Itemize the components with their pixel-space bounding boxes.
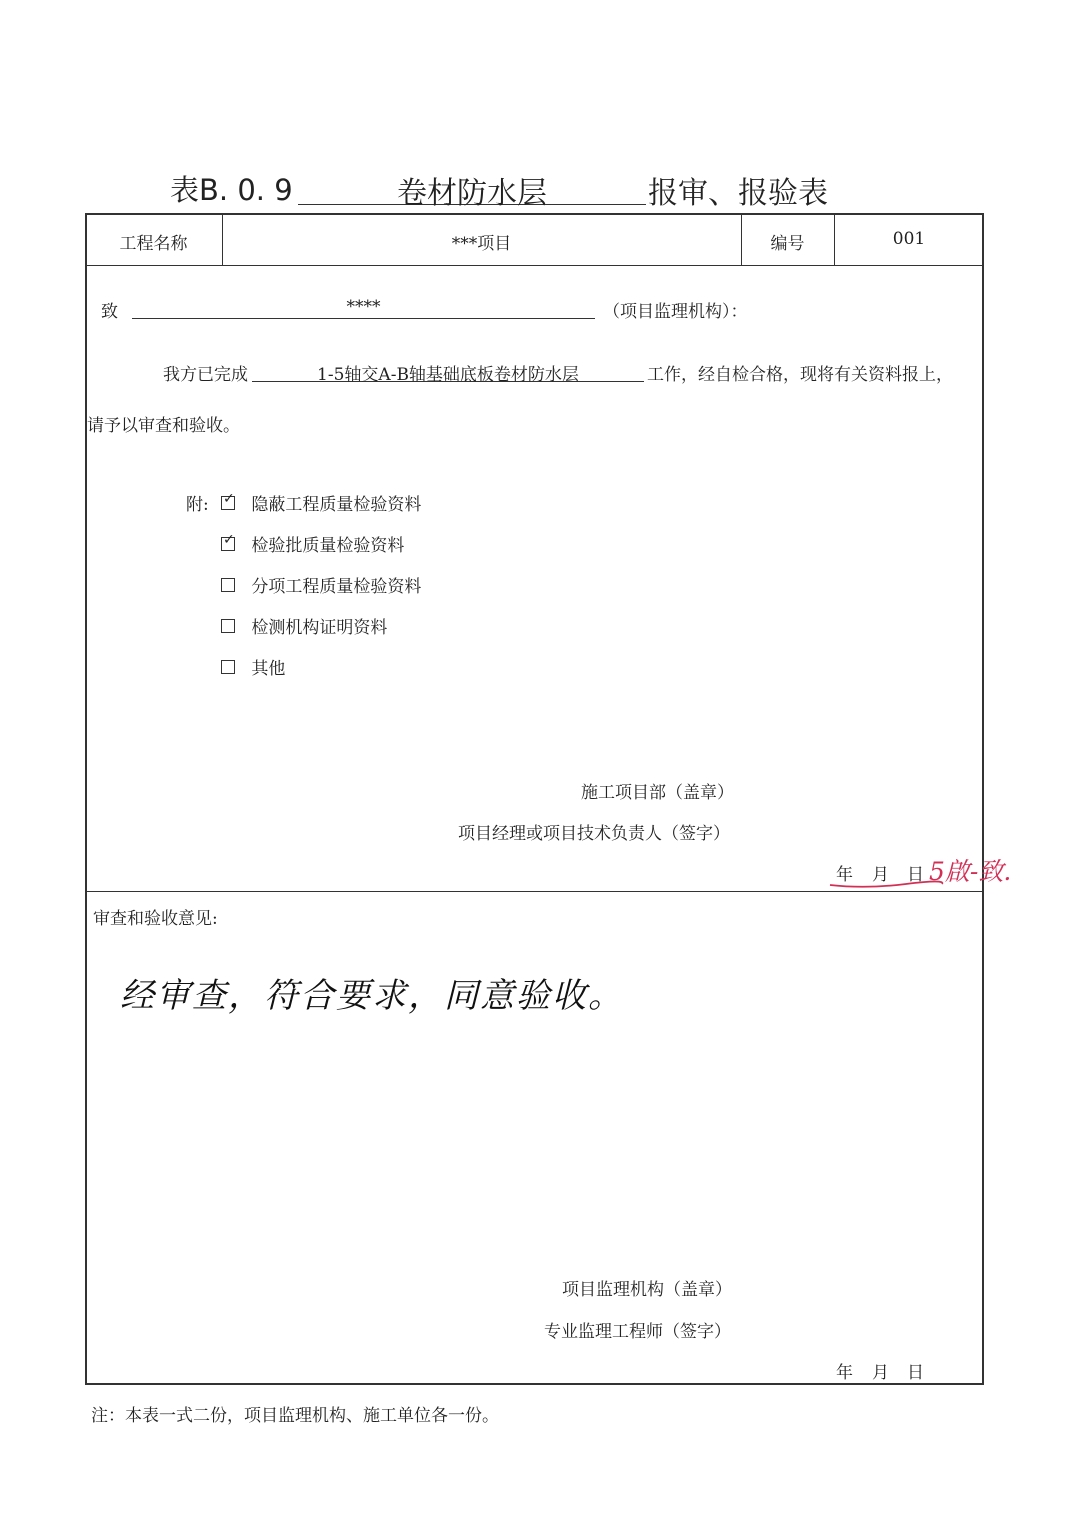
checkbox[interactable]	[221, 491, 235, 510]
attachment-label: 检测机构证明资料	[251, 618, 388, 638]
body-suffix: 工作，经自检合格，现将有关资料报上，	[647, 365, 953, 385]
header-divider	[85, 265, 984, 266]
review-date-year: 年	[836, 1363, 853, 1383]
check-mark-icon: ✓	[223, 532, 235, 548]
supervision-stamp-label: 项目监理机构（盖章）	[562, 1280, 732, 1300]
checkbox[interactable]	[221, 660, 235, 674]
attachment-item[interactable]	[221, 531, 404, 556]
engineer-signature-label: 专业监理工程师（签字）	[544, 1322, 731, 1342]
project-name-value: ***项目	[451, 234, 512, 254]
check-mark-icon: ✓	[223, 491, 235, 507]
project-name-label: 工程名称	[119, 234, 188, 254]
attachment-label: 分项工程质量检验资料	[251, 577, 422, 597]
checkbox[interactable]	[221, 578, 235, 592]
body-prefix: 我方已完成	[163, 365, 248, 385]
review-label: 审查和验收意见:	[93, 909, 218, 929]
to-suffix: （项目监理机构）：	[603, 302, 748, 322]
form-title-suffix: 报审、报验表	[648, 176, 828, 211]
form-number: 表B. 0. 9	[170, 173, 293, 207]
red-underline-mark	[826, 878, 946, 890]
section-divider	[85, 891, 984, 892]
manager-signature-label: 项目经理或项目技术负责人（签字）	[458, 824, 730, 844]
attachment-item[interactable]	[221, 613, 387, 638]
attachment-label: 检验批质量检验资料	[251, 536, 405, 556]
body-line2: 请予以审查和验收。	[87, 416, 240, 436]
checkbox[interactable]	[221, 619, 235, 633]
date-day: 日	[907, 865, 924, 885]
attachment-item[interactable]	[221, 572, 421, 597]
handwritten-opinion: 经审查，符合要求，同意验收。	[120, 976, 624, 1016]
form-table	[85, 213, 984, 1385]
attachment-item[interactable]	[221, 654, 285, 679]
attachment-item[interactable]	[221, 490, 421, 515]
to-recipient: ****	[132, 297, 595, 319]
checkbox[interactable]	[221, 532, 235, 551]
date-year: 年	[836, 865, 853, 885]
to-label: 致	[101, 302, 118, 322]
review-date-day: 日	[907, 1363, 924, 1383]
date-month: 月	[872, 865, 889, 885]
form-title-name: 卷材防水层	[298, 168, 646, 205]
attachments-label: 附:	[186, 495, 209, 515]
work-item: 1-5轴交A-B轴基础底板卷材防水层	[252, 360, 644, 382]
number-value: 001	[892, 229, 926, 249]
number-label: 编号	[770, 234, 805, 254]
attachment-label: 其他	[251, 659, 286, 679]
handwritten-date-note: 5啟-致.	[929, 857, 1012, 886]
footnote: 注：本表一式二份，项目监理机构、施工单位各一份。	[91, 1406, 499, 1426]
review-date-month: 月	[872, 1363, 889, 1383]
attachment-label: 隐蔽工程质量检验资料	[251, 495, 422, 515]
contractor-stamp-label: 施工项目部（盖章）	[581, 783, 734, 803]
